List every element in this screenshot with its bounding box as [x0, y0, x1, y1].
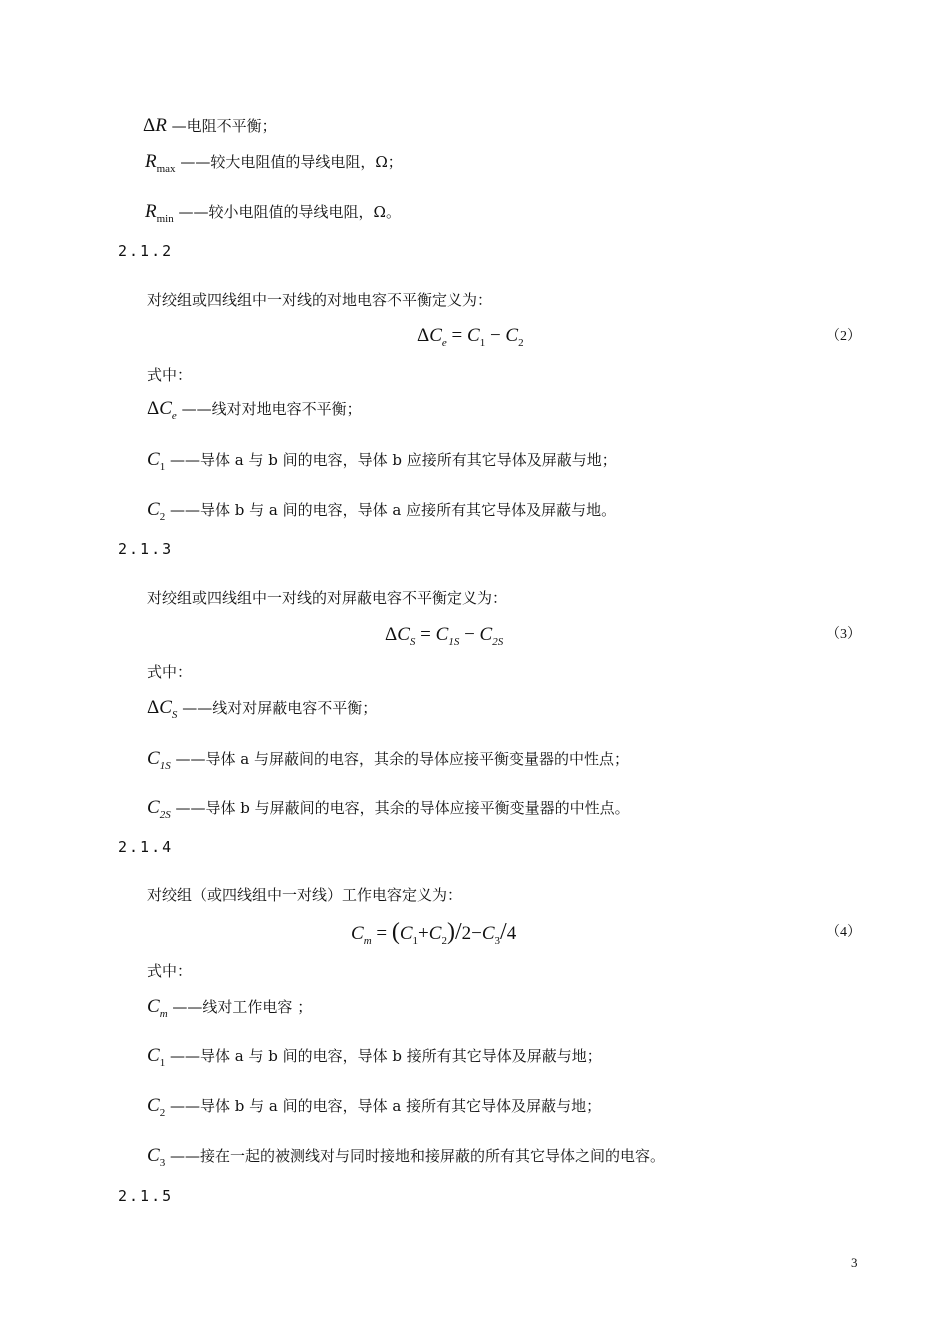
- def-c1: $C_1$ ——导体 a 与 b 间的电容，导体 b 接所有其它导体及屏蔽与地；: [147, 1045, 602, 1069]
- symbol: $C_2$: [147, 1095, 166, 1119]
- def-c2: $C_2$ ——导体 b 与 a 间的电容，导体 a 接所有其它导体及屏蔽与地；: [147, 1095, 602, 1119]
- section-number-2-1-5: 2.1.5: [118, 1187, 174, 1205]
- section-intro: 对绞组或四线组中一对线的对地电容不平衡定义为：: [147, 291, 493, 309]
- equation-3: $\Delta C_S = C_{1S} - C_{2S}$: [385, 624, 504, 648]
- section-number-2-1-4: 2.1.4: [118, 838, 174, 856]
- def-delta-cs: $\Delta C_S$ ——线对对屏蔽电容不平衡；: [147, 697, 378, 721]
- def-cm: $C_m$ ——线对工作电容 ；: [147, 996, 313, 1020]
- def-c2: $C_2$ ——导体 b 与 a 间的电容，导体 a 应接所有其它导体及屏蔽与地。: [147, 499, 617, 523]
- page-number: 3: [851, 1255, 858, 1270]
- def-delta-ce: $\Delta C_e$ ——线对对地电容不平衡；: [147, 398, 362, 422]
- where-label: 式中：: [147, 366, 193, 384]
- symbol: $C_1$: [147, 449, 166, 473]
- symbol: $\Delta C_S$: [147, 697, 178, 721]
- equation-number: （3）: [826, 627, 861, 642]
- symbol: $C_2$: [147, 499, 166, 523]
- symbol: $R_{min}$: [145, 201, 174, 225]
- where-label: 式中：: [147, 962, 193, 980]
- symbol: $C_{1S}$: [147, 748, 171, 772]
- equation-4: $C_m = (C_1+C_2)/2-C_3/4$: [351, 919, 517, 947]
- section-intro: 对绞组或四线组中一对线的对屏蔽电容不平衡定义为：: [147, 589, 508, 607]
- equation-number: （4）: [826, 925, 861, 940]
- def-r-max: $R_{max}$ ——较大电阻值的导线电阻，Ω；: [145, 151, 403, 175]
- def-c1s: $C_{1S}$ ——导体 a 与屏蔽间的电容，其余的导体应接平衡变量器的中性点；: [147, 748, 629, 772]
- symbol: $C_3$: [147, 1145, 166, 1169]
- symbol: $C_1$: [147, 1045, 166, 1069]
- section-number-2-1-2: 2.1.2: [118, 242, 174, 260]
- symbol: $\Delta C_e$: [147, 398, 177, 422]
- section-intro: 对绞组（或四线组中一对线）工作电容定义为：: [147, 886, 463, 904]
- symbol: $R_{max}$: [145, 151, 176, 175]
- section-number-2-1-3: 2.1.3: [118, 540, 174, 558]
- equation-number: （2）: [826, 329, 861, 344]
- def-c1: $C_1$ ——导体 a 与 b 间的电容，导体 b 应接所有其它导体及屏蔽与地；: [147, 449, 617, 473]
- def-delta-r: ΔR —电阻不平衡；: [143, 115, 277, 136]
- def-r-min: $R_{min}$ ——较小电阻值的导线电阻，Ω。: [145, 201, 401, 225]
- def-c2s: $C_{2S}$ ——导体 b 与屏蔽间的电容，其余的导体应接平衡变量器的中性点。: [147, 797, 630, 821]
- symbol: $C_{2S}$: [147, 797, 171, 821]
- def-c3: $C_3$ ——接在一起的被测线对与同时接地和接屏蔽的所有其它导体之间的电容。: [147, 1145, 665, 1169]
- where-label: 式中：: [147, 663, 193, 681]
- equation-2: $\Delta C_e = C_1 - C_2$: [417, 325, 524, 349]
- symbol: $C_m$: [147, 996, 168, 1020]
- symbol: ΔR: [143, 115, 167, 136]
